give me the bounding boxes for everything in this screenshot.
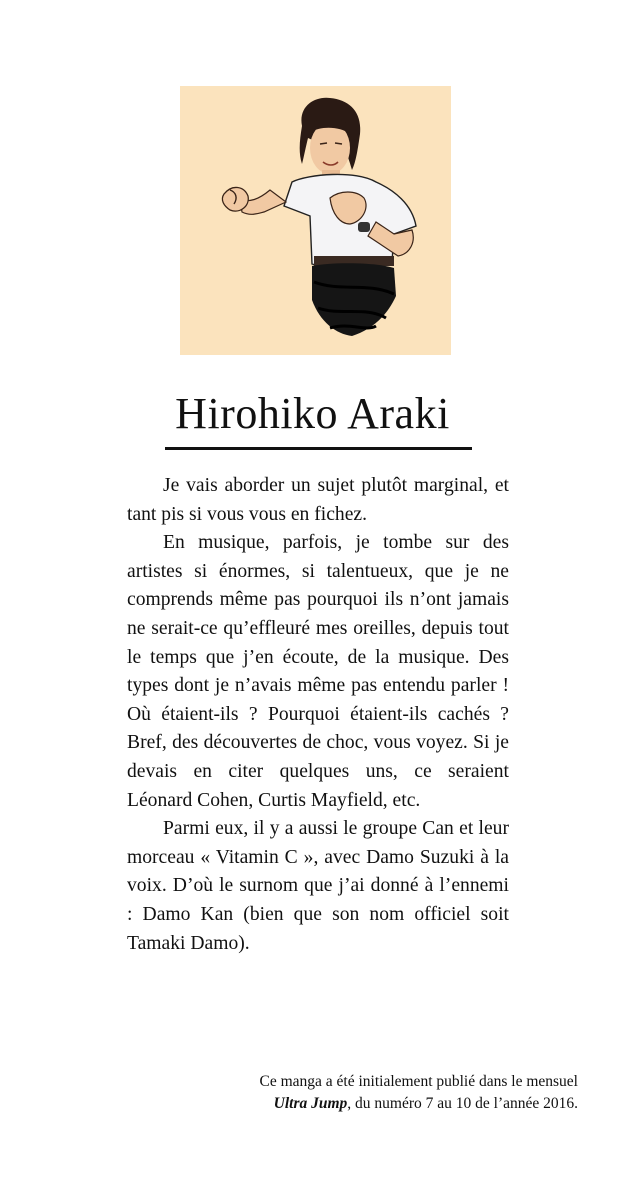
publication-note-text: Ce manga a été initialement publié dans le mensuel <box>259 1073 578 1090</box>
paragraph-2: En musique, parfois, je tombe sur des artistes si énormes, si talentueux, que je ne comprends même pas pourquoi ils n’ont jamais ne serait-ce qu’effleuré mes oreilles, depuis tout le temps que j’en écoute, de la musique. Des types dont je n’avais même pas entendu parler ! Où étaient-ils ? Pourquoi étaient-ils cachés ? Bref, des découvertes de choc, vous voyez. Si je devais en citer quelques uns, ce seraient Léonard Cohen, Curtis Mayfield, etc. <box>127 532 509 811</box>
paragraph-3: Parmi eux, il y a aussi le groupe Can et leur morceau « Vitamin C », avec Damo Suzuki à la voix. D’où le surnom que j’ai donné à l’ennemi : Damo Kan (bien que son nom officiel soit Tamaki Damo). <box>127 818 509 954</box>
paragraph-1: Je vais aborder un sujet plutôt marginal, et tant pis si vous vous en fichez. <box>127 475 509 525</box>
publication-note-issue: , du numéro 7 au 10 de l’année 2016. <box>347 1094 578 1112</box>
author-portrait <box>180 86 451 355</box>
author-name: Hirohiko Araki <box>175 389 450 438</box>
magazine-title: Ultra Jump <box>273 1094 348 1112</box>
body-text <box>127 472 509 958</box>
publication-note <box>238 1071 578 1114</box>
author-portrait-illustration <box>180 86 451 355</box>
title-underline <box>165 447 472 450</box>
